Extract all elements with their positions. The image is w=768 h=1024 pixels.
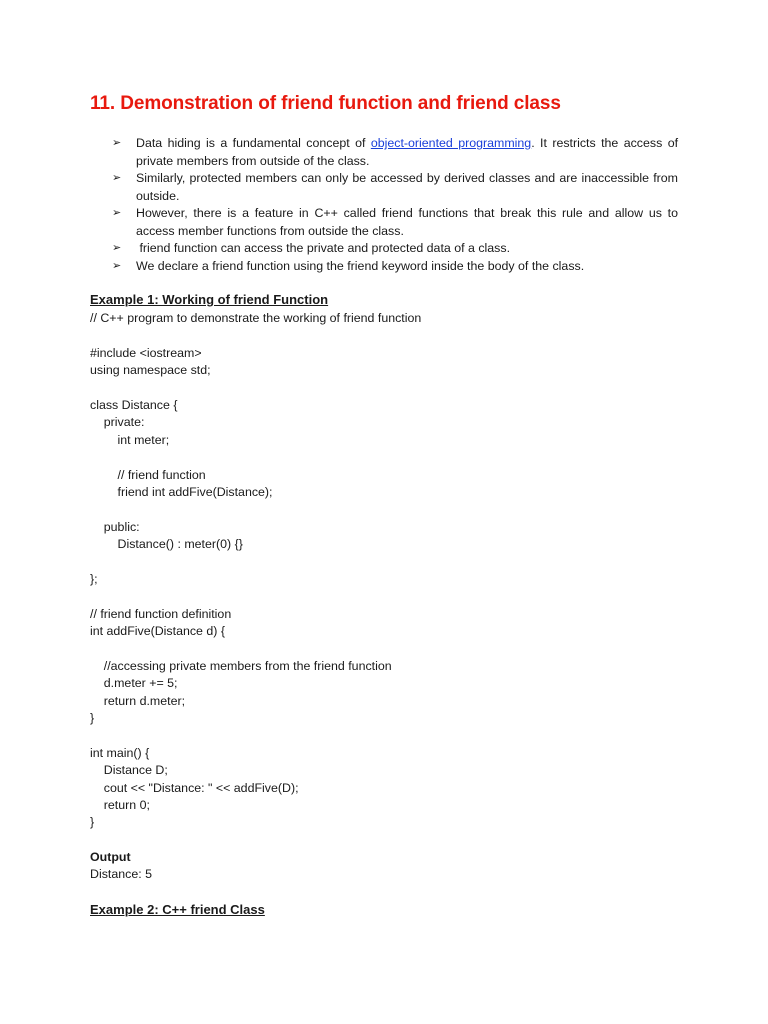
bullet-item-protected-members: [90, 170, 678, 205]
bullet-item-friend-access: [90, 240, 678, 258]
bullet-item-friend-keyword: [90, 258, 678, 276]
code-line: int addFive(Distance d) {: [90, 624, 225, 639]
code-line: };: [90, 571, 98, 586]
code-line: using namespace std;: [90, 363, 211, 378]
section-title: 11. Demonstration of friend function and friend class: [90, 93, 561, 114]
bullet-text: However, there is a feature in C++ called friend functions that break this rule and allow us to access member functions from outside the class.: [136, 206, 678, 238]
code-line: [90, 380, 421, 397]
arrowhead-bullet-icon: ➢: [112, 207, 122, 219]
code-line: d.meter += 5;: [90, 676, 178, 691]
bullet-item-friend-feature: [90, 205, 678, 240]
code-line: private:: [90, 415, 145, 430]
intro-bullet-list: [90, 135, 678, 275]
bullet-text: friend function can access the private and protected data of a class.: [136, 241, 511, 255]
code-line: Distance() : meter(0) {}: [90, 537, 243, 552]
code-line: // friend function definition: [90, 606, 232, 621]
bullet-text: We declare a friend function using the friend keyword inside the body of the class.: [136, 258, 585, 273]
code-line: public:: [90, 519, 140, 534]
code-line: // friend function: [90, 467, 206, 482]
bullet-text: Data hiding is a fundamental concept of: [136, 136, 371, 150]
code-line: [90, 727, 421, 744]
code-line: class Distance {: [90, 397, 178, 412]
output-label: Output: [90, 850, 131, 864]
oop-link[interactable]: object-oriented programming: [370, 136, 532, 150]
code-line: }: [90, 710, 95, 725]
code-line: [90, 449, 421, 466]
code-line: }: [90, 815, 95, 830]
code-line: //accessing private members from the friend function: [90, 658, 392, 673]
arrowhead-bullet-icon: ➢: [112, 172, 122, 184]
code-line: [90, 501, 421, 518]
bullet-text: Similarly, protected members can only be accessed by derived classes and are inaccessible from outside.: [136, 171, 678, 203]
code-line: [90, 553, 421, 570]
arrowhead-bullet-icon: ➢: [112, 137, 122, 149]
output-value: Distance: 5: [90, 867, 152, 881]
example2-heading: Example 2: C++ friend Class: [90, 902, 265, 917]
code-line: [90, 327, 421, 344]
code-line: int meter;: [90, 432, 170, 447]
code-line: return d.meter;: [90, 693, 186, 708]
bullet-text: . It restricts the access of private members from outside of the class.: [136, 136, 679, 168]
arrowhead-bullet-icon: ➢: [112, 242, 122, 254]
code-line: [90, 640, 421, 657]
code-line: // C++ program to demonstrate the working of friend function: [90, 311, 422, 325]
example1-heading: Example 1: Working of friend Function: [90, 292, 329, 307]
code-line: int main() {: [90, 745, 150, 760]
code-line: #include <iostream>: [90, 345, 202, 360]
code-line: return 0;: [90, 797, 150, 812]
arrowhead-bullet-icon: ➢: [112, 259, 122, 272]
code-line: Distance D;: [90, 763, 168, 778]
code-line: [90, 588, 421, 605]
code-line: cout << "Distance: " << addFive(D);: [90, 780, 299, 795]
example1-code-block: [90, 310, 421, 832]
code-line: friend int addFive(Distance);: [90, 484, 273, 499]
bullet-item-data-hiding: [90, 135, 678, 170]
